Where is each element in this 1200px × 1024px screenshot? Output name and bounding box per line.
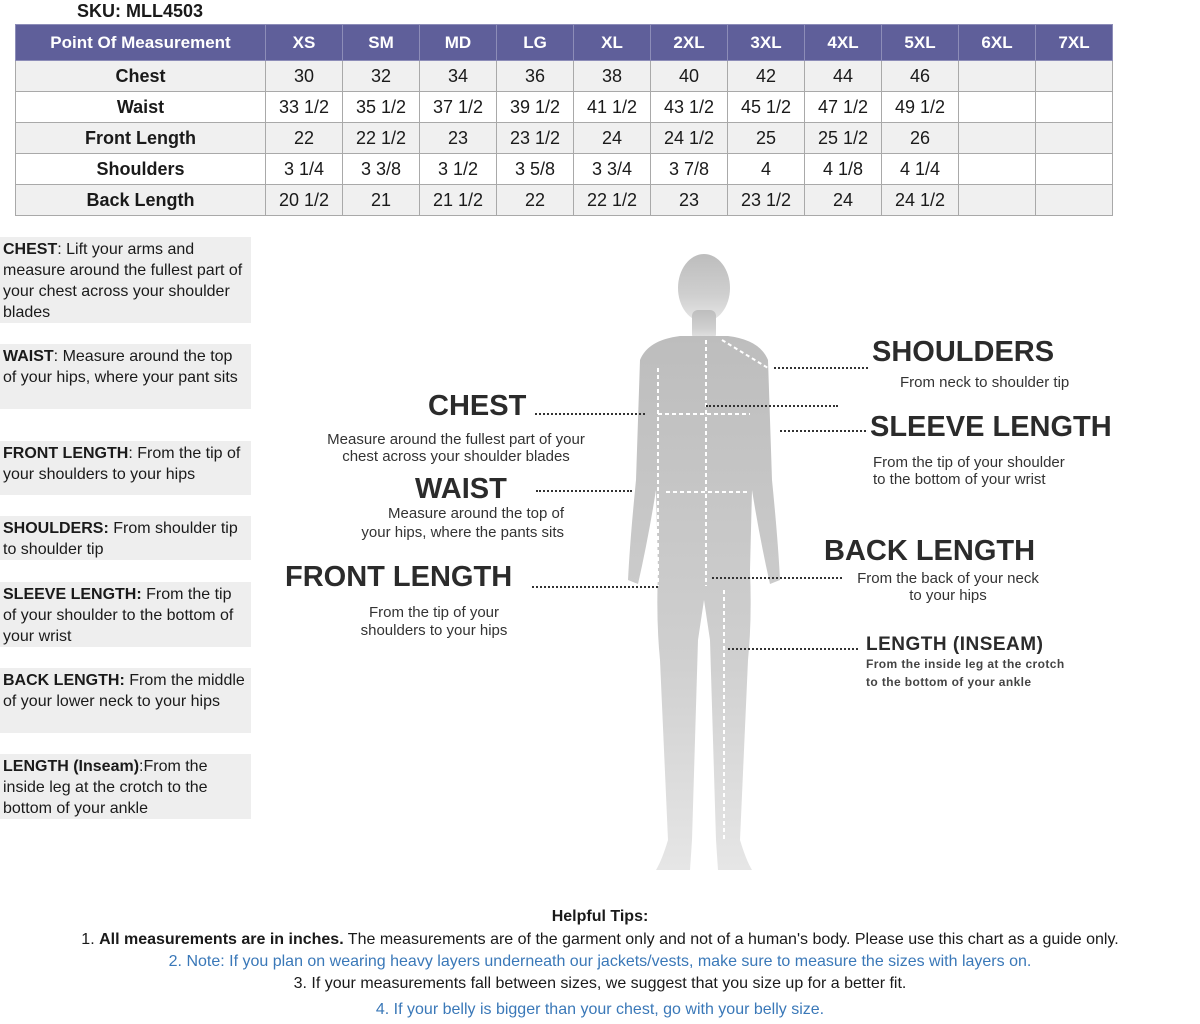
table-cell: 35 1/2	[343, 92, 420, 123]
sku-label: SKU: MLL4503	[77, 1, 204, 21]
table-cell: 43 1/2	[651, 92, 728, 123]
tip-2: 2. Note: If you plan on wearing heavy layers underneath our jackets/vests, make sure to measure the sizes with layers on.	[168, 953, 1032, 970]
body-silhouette-figure	[600, 240, 800, 880]
table-cell: 40	[651, 61, 728, 92]
table-cell: 3 5/8	[497, 154, 574, 185]
leader-front	[532, 586, 658, 588]
definition-inseam	[0, 754, 251, 819]
table-cell: 24 1/2	[651, 123, 728, 154]
table-cell	[1036, 92, 1113, 123]
leader-shoulders	[774, 367, 868, 369]
table-cell: 33 1/2	[266, 92, 343, 123]
table-cell: 37 1/2	[420, 92, 497, 123]
table-cell: 47 1/2	[805, 92, 882, 123]
definition-term: FRONT LENGTH	[3, 445, 129, 462]
table-cell: 3 1/4	[266, 154, 343, 185]
header-cell: 3XL	[728, 25, 805, 61]
tip-4: 4. If your belly is bigger than your chest, go with your belly size.	[375, 1001, 825, 1018]
header-cell: 2XL	[651, 25, 728, 61]
table-cell	[959, 185, 1036, 216]
label-front-desc2: shoulders to your hips	[360, 622, 508, 639]
table-cell	[959, 123, 1036, 154]
label-shoulders-desc: From neck to shoulder tip	[900, 374, 1070, 391]
definition-text: From the tip of your shoulder to the bottom of your wrist	[3, 586, 234, 645]
label-back-title: BACK LENGTH	[824, 535, 1036, 567]
table-cell: 4 1/8	[805, 154, 882, 185]
tip-3: 3. If your measurements fall between sizes, we suggest that you size up for a better fit.	[293, 975, 907, 992]
tip-1-rest: The measurements are of the garment only and not of a human's body. Please use this chart as a guide only.	[343, 931, 1119, 948]
row-label: Shoulders	[16, 154, 266, 185]
header-cell: 7XL	[1036, 25, 1113, 61]
table-cell: 20 1/2	[266, 185, 343, 216]
header-cell: SM	[343, 25, 420, 61]
header-cell: 4XL	[805, 25, 882, 61]
label-inseam-desc2: to the bottom of your ankle	[866, 675, 1032, 689]
table-cell: 39 1/2	[497, 92, 574, 123]
definition-text: : Measure around the top of your hips, where your pant sits	[3, 348, 238, 386]
table-cell: 24	[574, 123, 651, 154]
label-front-desc1: From the tip of your	[368, 604, 500, 621]
definition-term: SHOULDERS:	[3, 520, 109, 537]
label-inseam-title: LENGTH (INSEAM)	[866, 634, 1044, 655]
table-row	[16, 123, 1113, 154]
definition-text: : Lift your arms and measure around the fullest part of your chest across your shoulder blades	[3, 241, 243, 321]
definition-back-length	[0, 668, 251, 733]
table-cell	[1036, 123, 1113, 154]
tip-1	[0, 931, 1200, 949]
definition-term: LENGTH (Inseam)	[3, 758, 140, 775]
table-cell: 32	[343, 61, 420, 92]
label-back-desc2: to your hips	[909, 587, 987, 604]
row-label: Back Length	[16, 185, 266, 216]
header-cell: 5XL	[882, 25, 959, 61]
table-cell: 44	[805, 61, 882, 92]
table-cell: 26	[882, 123, 959, 154]
leader-chest-right	[706, 405, 838, 407]
table-row	[16, 92, 1113, 123]
definition-term: BACK LENGTH:	[3, 672, 125, 689]
table-cell: 23	[420, 123, 497, 154]
definition-term: CHEST	[3, 241, 58, 258]
header-cell: MD	[420, 25, 497, 61]
label-waist-desc1: Measure around the top of	[388, 505, 564, 522]
definition-front-length	[0, 441, 251, 495]
table-cell: 23 1/2	[497, 123, 574, 154]
table-cell: 22	[266, 123, 343, 154]
table-cell: 34	[420, 61, 497, 92]
table-cell: 23	[651, 185, 728, 216]
row-label: Chest	[16, 61, 266, 92]
definition-text: :From the inside leg at the crotch to the bottom of your ankle	[3, 758, 208, 817]
table-cell: 3 1/2	[420, 154, 497, 185]
table-cell: 4	[728, 154, 805, 185]
table-cell: 4 1/4	[882, 154, 959, 185]
table-cell: 45 1/2	[728, 92, 805, 123]
tips-heading: Helpful Tips:	[551, 908, 649, 925]
size-chart-table	[15, 24, 1113, 216]
definition-sleeve-length	[0, 582, 251, 647]
header-cell: XS	[266, 25, 343, 61]
table-row	[16, 185, 1113, 216]
table-cell	[1036, 154, 1113, 185]
definition-term: SLEEVE LENGTH:	[3, 586, 142, 603]
table-cell	[959, 154, 1036, 185]
table-row	[16, 61, 1113, 92]
table-cell: 24 1/2	[882, 185, 959, 216]
label-chest-title: CHEST	[428, 390, 527, 422]
definition-term: WAIST	[3, 348, 54, 365]
definition-shoulders	[0, 516, 251, 560]
label-waist-title: WAIST	[415, 473, 507, 505]
label-shoulders-title: SHOULDERS	[872, 336, 1055, 368]
table-cell	[1036, 185, 1113, 216]
label-back-desc1: From the back of your neck	[857, 570, 1039, 587]
table-cell: 23 1/2	[728, 185, 805, 216]
table-cell: 41 1/2	[574, 92, 651, 123]
label-chest-desc1: Measure around the fullest part of your	[327, 431, 585, 448]
table-cell: 22 1/2	[343, 123, 420, 154]
row-label: Waist	[16, 92, 266, 123]
table-cell: 21 1/2	[420, 185, 497, 216]
header-cell: 6XL	[959, 25, 1036, 61]
tip-1-prefix: 1.	[81, 931, 100, 948]
table-cell: 25	[728, 123, 805, 154]
label-chest-desc2: chest across your shoulder blades	[342, 448, 570, 465]
leader-waist	[536, 490, 632, 492]
leader-sleeve	[780, 430, 866, 432]
label-sleeve-desc1: From the tip of your shoulder	[873, 454, 1065, 471]
table-cell	[959, 92, 1036, 123]
table-cell: 36	[497, 61, 574, 92]
header-cell: XL	[574, 25, 651, 61]
table-cell: 3 7/8	[651, 154, 728, 185]
definition-waist	[0, 344, 251, 409]
table-cell	[1036, 61, 1113, 92]
leader-back	[712, 577, 842, 579]
table-cell: 21	[343, 185, 420, 216]
table-cell: 3 3/8	[343, 154, 420, 185]
table-cell: 49 1/2	[882, 92, 959, 123]
label-sleeve-title: SLEEVE LENGTH	[870, 411, 1112, 443]
table-cell: 24	[805, 185, 882, 216]
definition-chest	[0, 237, 251, 323]
leader-chest	[535, 413, 645, 415]
label-waist-desc2: your hips, where the pants sits	[361, 524, 564, 541]
header-cell: LG	[497, 25, 574, 61]
table-cell: 25 1/2	[805, 123, 882, 154]
table-cell: 3 3/4	[574, 154, 651, 185]
tip-1-bold: All measurements are in inches.	[99, 931, 344, 948]
header-cell: Point Of Measurement	[16, 25, 266, 61]
table-cell: 22 1/2	[574, 185, 651, 216]
row-label: Front Length	[16, 123, 266, 154]
table-cell: 30	[266, 61, 343, 92]
definition-text: : From the tip of your shoulders to your hips	[3, 445, 241, 483]
table-row	[16, 154, 1113, 185]
table-cell: 42	[728, 61, 805, 92]
table-cell: 38	[574, 61, 651, 92]
table-cell	[959, 61, 1036, 92]
definition-text: From the middle of your lower neck to your hips	[3, 672, 245, 710]
label-inseam-desc1: From the inside leg at the crotch	[866, 657, 1065, 671]
leader-inseam	[728, 648, 858, 650]
definition-text: From shoulder tip to shoulder tip	[3, 520, 238, 558]
table-cell: 22	[497, 185, 574, 216]
label-sleeve-desc2: to the bottom of your wrist	[873, 471, 1046, 488]
table-header-row	[16, 25, 1113, 61]
table-cell: 46	[882, 61, 959, 92]
label-front-title: FRONT LENGTH	[285, 561, 513, 593]
